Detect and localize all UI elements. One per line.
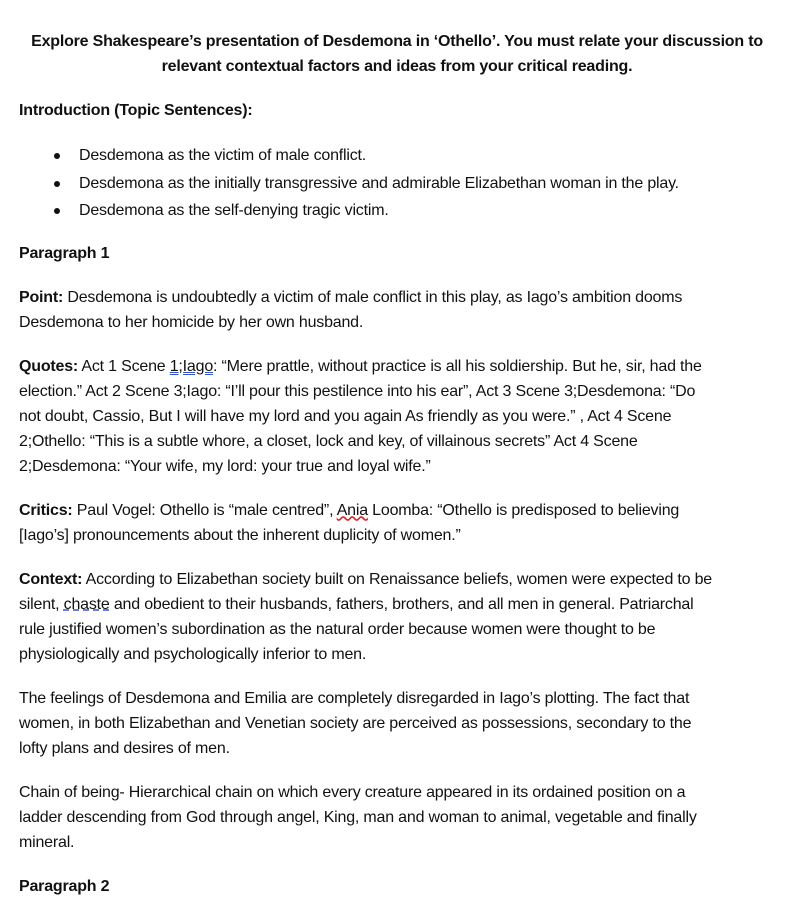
text: silent, [19,595,64,613]
context-paragraph [19,567,775,667]
list-item: Desdemona as the victim of male conflict. [79,142,775,170]
critics-label: Critics: [19,501,73,519]
grammar-flag[interactable]: 1;Iago [169,357,214,375]
text: ladder descending from God through angel, King, man and woman to animal, vegetable and finally [19,808,697,826]
text: Chain of being- Hierarchical chain on which every creature appeared in its ordained position on a [19,783,686,801]
chain-paragraph [19,780,775,855]
text: women, in both Elizabethan and Venetian society are perceived as possessions, secondary to the [19,714,692,732]
text: Loomba: “Othello is predisposed to believing [367,501,680,519]
text: rule justified women’s subordination as the natural order because women were thought to be [19,620,656,638]
quotes-label: Quotes: [19,357,79,375]
text: Desdemona is undoubtedly a victim of male conflict in this play, as Iago’s ambition dooms [63,288,683,306]
text: not doubt, Cassio, But I will have my lord and you again As friendly as you were.” , Act 4 Scene [19,407,672,425]
text: and obedient to their husbands, fathers, brothers, and all men in general. Patriarchal [109,595,694,613]
grammar-flag[interactable]: chaste [63,595,110,613]
text: According to Elizabethan society built on Renaissance beliefs, women were expected to be [82,570,712,588]
critics-paragraph [19,498,775,548]
list-item: Desdemona as the initially transgressive and admirable Elizabethan woman in the play. [79,170,775,198]
paragraph1-heading: Paragraph 1 [19,244,110,262]
essay-title [19,29,775,79]
topic-list [19,142,775,225]
title-line: relevant contextual factors and ideas from your critical reading. [161,58,633,75]
spelling-flag[interactable]: Ania [336,501,368,519]
quotes-paragraph [19,354,775,479]
list-item: Desdemona as the self-denying tragic victim. [79,197,775,225]
intro-heading: Introduction (Topic Sentences): [19,102,253,119]
feelings-paragraph [19,686,775,761]
text: lofty plans and desires of men. [19,739,230,757]
text: mineral. [19,833,75,851]
text: 2;Desdemona: “Your wife, my lord: your true and loyal wife.” [19,457,431,475]
paragraph2-heading: Paragraph 2 [19,877,110,895]
text: election.” Act 2 Scene 3;Iago: “I’ll pour this pestilence into his ear”, Act 3 Scene 3;Desdemona: “Do [19,382,696,400]
text: The feelings of Desdemona and Emilia are completely disregarded in Iago’s plotting. The fact that [19,689,690,707]
point-paragraph [19,285,775,335]
point-label: Point: [19,288,64,306]
text: [Iago’s] pronouncements about the inherent duplicity of women.” [19,526,461,544]
text: Desdemona to her homicide by her own husband. [19,313,364,331]
context-label: Context: [19,570,83,588]
title-line: Explore Shakespeare’s presentation of Desdemona in ‘Othello’. You must relate your discussion to [31,33,763,50]
text: Act 1 Scene [78,357,170,375]
text: 2;Othello: “This is a subtle whore, a closet, lock and key, of villainous secrets” Act 4 Scene [19,432,638,450]
text: : “Mere prattle, without practice is all his soldiership. But he, sir, had the [213,357,702,375]
text: physiologically and psychologically inferior to men. [19,645,367,663]
text: Paul Vogel: Othello is “male centred”, [72,501,337,519]
